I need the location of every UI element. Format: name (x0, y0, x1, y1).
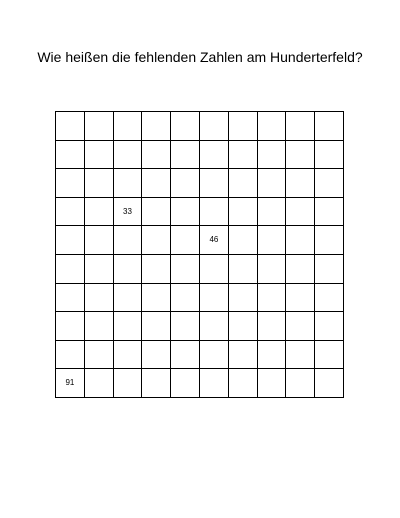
grid-cell[interactable] (200, 284, 229, 313)
grid-cell[interactable] (114, 141, 143, 170)
grid-cell[interactable] (142, 312, 171, 341)
grid-cell[interactable] (229, 169, 258, 198)
grid-cell[interactable] (85, 312, 114, 341)
grid-cell[interactable] (114, 226, 143, 255)
grid-cell[interactable]: 46 (200, 226, 229, 255)
grid-cell[interactable] (229, 112, 258, 141)
grid-cell[interactable] (142, 369, 171, 398)
grid-cell[interactable]: 33 (114, 198, 143, 227)
grid-cell[interactable] (258, 141, 287, 170)
grid-cell[interactable] (258, 284, 287, 313)
grid-cell[interactable] (56, 312, 85, 341)
grid-cell[interactable] (142, 141, 171, 170)
grid-cell[interactable] (229, 312, 258, 341)
grid-cell[interactable] (142, 284, 171, 313)
grid-cell[interactable] (258, 112, 287, 141)
hundred-grid (55, 111, 344, 398)
grid-cell[interactable] (142, 255, 171, 284)
grid-cell[interactable] (85, 226, 114, 255)
grid-cell[interactable] (171, 169, 200, 198)
grid-cell[interactable] (171, 369, 200, 398)
grid-cell[interactable] (286, 112, 315, 141)
grid-cell[interactable] (315, 141, 344, 170)
grid-cell[interactable] (114, 169, 143, 198)
grid-cell[interactable] (56, 341, 85, 370)
grid-cell[interactable] (200, 369, 229, 398)
grid-cell[interactable] (56, 255, 85, 284)
grid-cell[interactable] (142, 341, 171, 370)
grid-cell[interactable] (56, 198, 85, 227)
grid-cell[interactable] (315, 369, 344, 398)
grid-cell[interactable] (258, 312, 287, 341)
grid-cell[interactable] (315, 169, 344, 198)
grid-cell[interactable] (142, 198, 171, 227)
grid-cell[interactable] (114, 341, 143, 370)
grid-cell[interactable] (56, 141, 85, 170)
grid-cell[interactable] (315, 312, 344, 341)
grid-cell[interactable] (229, 341, 258, 370)
grid-cell[interactable] (56, 112, 85, 141)
grid-cell[interactable] (315, 341, 344, 370)
grid-cell[interactable] (200, 198, 229, 227)
grid-cell[interactable] (200, 341, 229, 370)
grid-cell[interactable] (229, 226, 258, 255)
grid-cell[interactable] (171, 198, 200, 227)
grid-cell[interactable] (258, 369, 287, 398)
grid-cell[interactable] (85, 198, 114, 227)
grid-cell[interactable] (258, 198, 287, 227)
grid-cell[interactable] (286, 341, 315, 370)
grid-cell[interactable] (315, 255, 344, 284)
grid-cell[interactable] (200, 255, 229, 284)
grid-cell[interactable] (258, 341, 287, 370)
grid-cell[interactable] (56, 169, 85, 198)
grid-cell[interactable] (171, 341, 200, 370)
grid-cell[interactable] (286, 369, 315, 398)
grid-cell[interactable] (85, 284, 114, 313)
grid-cell[interactable] (114, 112, 143, 141)
worksheet-title: Wie heißen die fehlenden Zahlen am Hunderterfeld? (37, 49, 363, 65)
grid-cell[interactable] (258, 255, 287, 284)
grid-cell[interactable] (200, 141, 229, 170)
grid-cell[interactable]: 91 (56, 369, 85, 398)
grid-cell[interactable] (286, 169, 315, 198)
grid-cell[interactable] (229, 141, 258, 170)
grid-cell[interactable] (114, 369, 143, 398)
grid-cell[interactable] (229, 198, 258, 227)
grid-cell[interactable] (171, 284, 200, 313)
grid-cell[interactable] (315, 284, 344, 313)
grid-cell[interactable] (171, 226, 200, 255)
grid-cell[interactable] (171, 141, 200, 170)
grid-cell[interactable] (114, 255, 143, 284)
grid-cell[interactable] (142, 112, 171, 141)
grid-cell[interactable] (142, 226, 171, 255)
grid-cell[interactable] (200, 112, 229, 141)
grid-cell[interactable] (258, 169, 287, 198)
grid-cell[interactable] (258, 226, 287, 255)
grid-cell[interactable] (85, 112, 114, 141)
grid-cell[interactable] (85, 341, 114, 370)
grid-cell[interactable] (85, 141, 114, 170)
grid-cell[interactable] (85, 369, 114, 398)
grid-cell[interactable] (200, 169, 229, 198)
grid-cell[interactable] (171, 255, 200, 284)
grid-cell[interactable] (85, 255, 114, 284)
grid-cell[interactable] (142, 169, 171, 198)
grid-cell[interactable] (315, 226, 344, 255)
grid-cell[interactable] (286, 226, 315, 255)
grid-cell[interactable] (85, 169, 114, 198)
grid-cell[interactable] (286, 312, 315, 341)
grid-cell[interactable] (229, 284, 258, 313)
grid-cell[interactable] (315, 112, 344, 141)
grid-cell[interactable] (229, 255, 258, 284)
grid-cell[interactable] (229, 369, 258, 398)
grid-cell[interactable] (171, 112, 200, 141)
grid-cell[interactable] (286, 198, 315, 227)
grid-cell[interactable] (286, 141, 315, 170)
grid-cell[interactable] (286, 284, 315, 313)
grid-cell[interactable] (200, 312, 229, 341)
grid-cell[interactable] (286, 255, 315, 284)
grid-cell[interactable] (171, 312, 200, 341)
grid-cell[interactable] (114, 284, 143, 313)
grid-cell[interactable] (56, 284, 85, 313)
grid-cell[interactable] (114, 312, 143, 341)
grid-cell[interactable] (315, 198, 344, 227)
grid-cell[interactable] (56, 226, 85, 255)
